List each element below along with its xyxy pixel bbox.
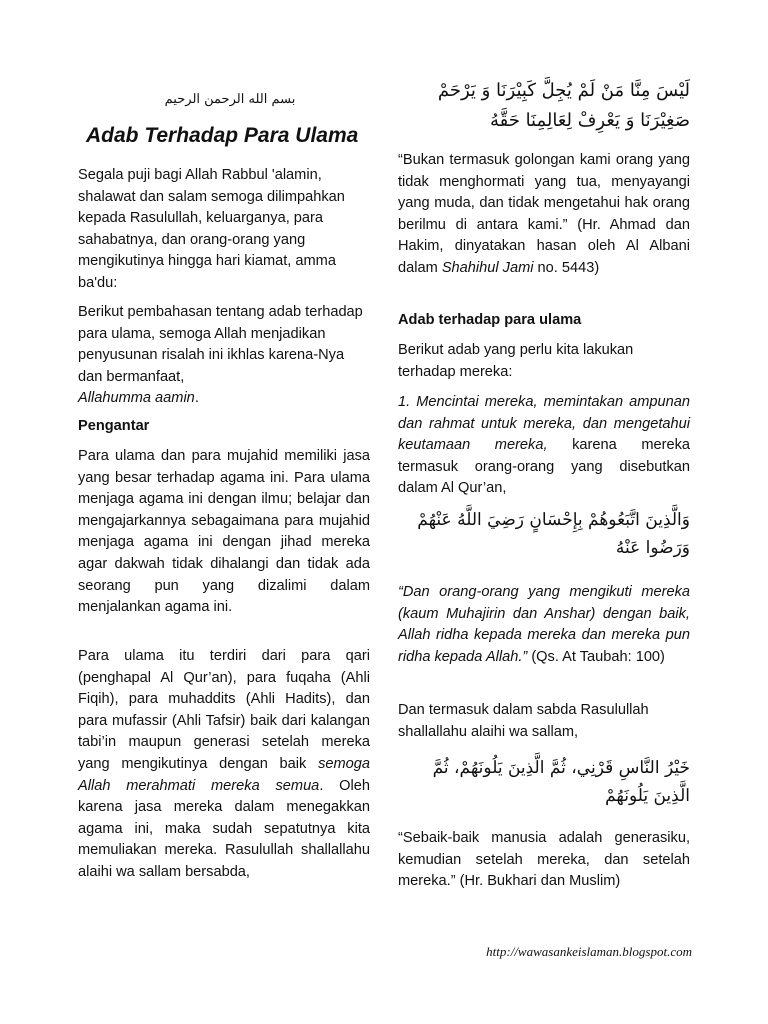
intro-paragraph: Segala puji bagi Allah Rabbul 'alamin, shalawat dan salam semoga dilimpahkan kepada Rasulullah, keluarganya, para sahabatnya, dan orang-orang yang mengikutinya hingga hari kiamat, amma ba'du: [78,167,345,291]
ulama-text: Para ulama itu terdiri dari para qari (penghapal Al Qur’an), para fuqaha (Ahli Fiqih), para muhaddits (Ahli Hadits), dan para mufassir (Ahli Tafsir) baik dari kalangan tabi’in maupun generasi setelah mereka yang mengikutinya dengan baik [78,648,370,772]
hadith-1-italic: Shahihul Jami [441,259,534,276]
verse-2-italic: “Dan orang-orang yang mengikuti mereka (kaum Muhajirin dan Anshar) dengan baik, Allah ridha kepada mereka dan mereka pun ridha kepada Allah.” [398,584,690,665]
point-1-text: karena mereka termasuk orang-orang yang disebutkan dalam Al Qur’an, [398,437,690,497]
hadith-1-end: no. 5443) [533,259,600,276]
verse-2-ref: (Qs. At Taubah: 100) [527,648,665,665]
purpose-italic: Allahumma aamin [78,390,195,407]
bismillah-text: بسم الله الرحمن الرحيم [164,92,296,107]
purpose-end: . [194,390,199,407]
hadith-1-text: “Bukan termasuk golongan kami orang yang tidak menghormati yang tua, menyayangi yang muda, dan tidak mengetahui hak orang berilmu di antara kami.” (Hr. Ahmad dan Hakim, dinyatakan hasan oleh Al Albani dalam [398,152,690,276]
hadith-1-translation [398,150,690,280]
purpose-text: Berikut pembahasan tentang adab terhadap para ulama, semoga Allah menjadikan penyusunan risalah ini ikhlas karena-Nya dan bermanfaat, [78,304,363,385]
hadith-3-translation: “Sebaik-baik manusia adalah generasiku, kemudian setelah mereka, dan setelah mereka.” (Hr. Bukhari dan Muslim) [398,830,690,890]
pengantar-paragraph: Para ulama dan para mujahid memiliki jasa yang besar terhadap agama ini. Para ulama menjaga agama ini dengan ilmu; belajar dan mengajarkannya sebagaimana para mujahid menjaga agama ini dengan jihad mereka agar dakwah tidak dihalangi dan tidak ada seorang pun yang dizalimi dalam menjalankan agama ini. [78,448,370,616]
purpose-paragraph [78,302,370,410]
arabic-verse-2: وَالَّذِينَ اتَّبَعُوهُمْ بِإِحْسَانٍ رَضِيَ اللَّهُ عَنْهُمْ وَرَضُوا عَنْهُ [417,510,690,558]
heading-adab: Adab terhadap para ulama [398,312,582,328]
adab-intro: Berikut adab yang perlu kita lakukan terhadap mereka: [398,342,634,380]
point-1-italic: 1. Mencintai mereka, memintakan ampunan dan rahmat untuk mereka, dan mengetahui keutamaan mereka, [398,394,690,454]
verse-2-translation [398,582,690,668]
sabda-intro: Dan termasuk dalam sabda Rasulullah shallallahu alaihi wa sallam, [398,702,649,740]
page-title: Adab Terhadap Para Ulama [86,124,359,147]
ulama-paragraph [78,646,370,884]
heading-pengantar: Pengantar [78,418,150,434]
ulama-italic: semoga Allah merahmati mereka semua [78,755,370,794]
point-1-paragraph [398,392,690,500]
arabic-hadith-3: خَيْرُ النَّاسِ قَرْنِي، ثُمَّ الَّذِينَ يَلُونَهُمْ، ثُمَّ الَّذِينَ يَلُونَهُمْ [432,758,690,806]
arabic-hadith-1: لَيْسَ مِنَّا مَنْ لَمْ يُجِلَّ كَبِيْرَنَا وَ يَرْحَمْ صَغِيْرَنَا وَ يَعْرِفْ لِعَالِمِنَا حَقَّهُ [437,80,690,131]
ulama-end: . Oleh karena jasa mereka dalam menegakkan agama ini, maka sudah sepatutnya kita memuliakan mereka. Rasulullah shallallahu alaihi wa sallam bersabda, [78,777,371,880]
footer-url[interactable]: http://wawasankeislaman.blogspot.com [486,944,692,959]
